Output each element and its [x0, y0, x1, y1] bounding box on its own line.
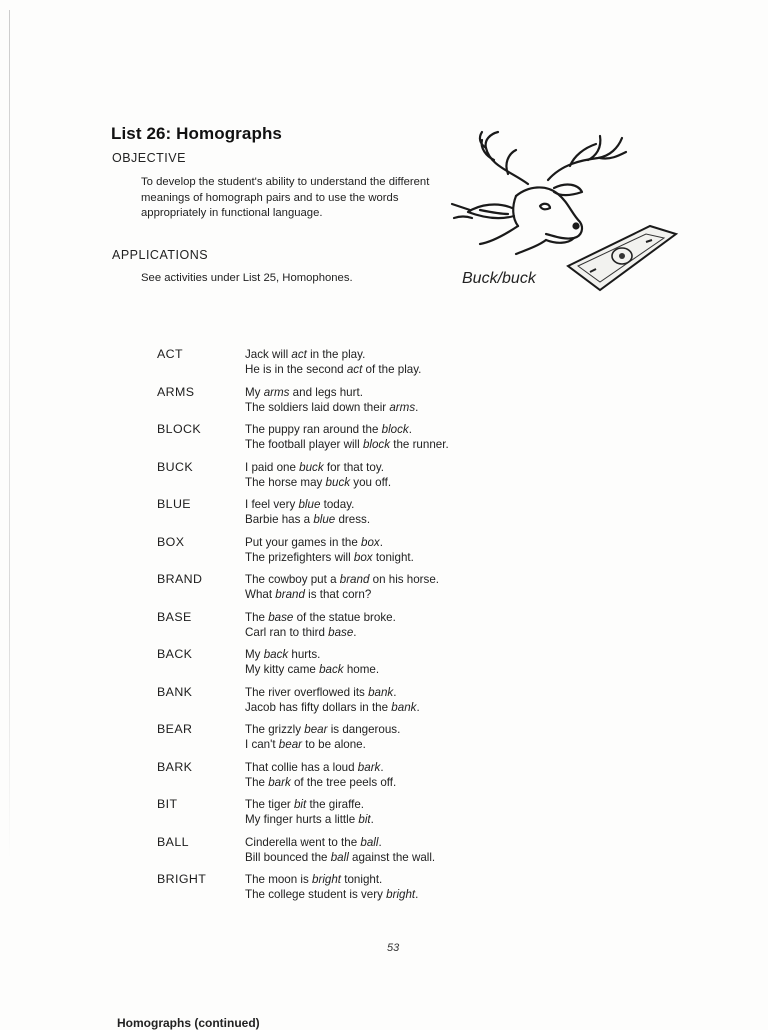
homograph-entry — [0, 569, 768, 607]
homograph-word: BALL — [157, 834, 189, 849]
homograph-word: ACT — [157, 347, 183, 361]
homograph-word: BLUE — [157, 497, 191, 511]
homograph-word: BASE — [157, 609, 192, 624]
example-sentence: The base of the statue broke. — [245, 610, 396, 624]
example-sentence: The tiger bit the giraffe. — [245, 798, 365, 811]
homograph-entry — [0, 532, 768, 570]
example-sentence: I feel very blue today. — [245, 498, 355, 511]
applications-heading: APPLICATIONS — [112, 248, 209, 262]
example-sentence: The football player will block the runner. — [245, 438, 449, 452]
example-sentence: My arms and legs hurt. — [245, 385, 363, 399]
example-sentence: The college student is very bright. — [245, 888, 419, 902]
homograph-word: BIT — [157, 797, 178, 811]
homograph-entry — [0, 757, 768, 795]
homograph-entry — [0, 419, 768, 457]
applications-text: See activities under List 25, Homophones. — [141, 272, 353, 284]
homograph-word: BANK — [157, 684, 193, 699]
example-sentence: I can't bear to be alone. — [245, 738, 366, 752]
example-sentence: The prizefighters will box tonight. — [245, 550, 414, 564]
buck-illustration — [450, 126, 680, 294]
example-sentence: I paid one buck for that toy. — [245, 460, 385, 474]
homograph-word: BLOCK — [157, 422, 202, 436]
example-sentence: The grizzly bear is dangerous. — [245, 723, 401, 736]
example-sentence: The moon is bright tonight. — [245, 873, 383, 886]
homograph-word: BACK — [157, 647, 193, 661]
example-sentence: Cinderella went to the ball. — [245, 835, 382, 849]
example-sentence: Put your games in the box. — [245, 535, 383, 549]
example-sentence: The horse may buck you off. — [245, 475, 392, 489]
example-sentence: That collie has a loud bark. — [245, 760, 384, 774]
page-title: List 26: Homographs — [111, 124, 282, 143]
page-number: 53 — [387, 942, 400, 954]
example-sentence: The cowboy put a brand on his horse. — [245, 573, 440, 586]
homograph-entry — [0, 794, 768, 832]
homograph-word: BEAR — [157, 722, 193, 736]
example-sentence: The bark of the tree peels off. — [245, 775, 397, 789]
homograph-word: BUCK — [157, 459, 194, 474]
homograph-entry — [0, 869, 768, 907]
dollar-bill-icon — [568, 226, 676, 290]
homograph-entry — [0, 682, 768, 720]
homograph-word: ARMS — [157, 384, 195, 399]
homograph-list — [0, 344, 768, 907]
example-sentence: Barbie has a blue dress. — [245, 513, 371, 527]
example-sentence: What brand is that corn? — [245, 588, 372, 602]
homograph-entry — [0, 607, 768, 645]
homograph-word: BRAND — [157, 572, 203, 586]
homograph-entry — [0, 832, 768, 870]
example-sentence: Carl ran to third base. — [245, 625, 357, 639]
homograph-word: BRIGHT — [157, 872, 207, 886]
objective-heading: OBJECTIVE — [112, 151, 186, 165]
homograph-entry — [0, 344, 768, 382]
example-sentence: My back hurts. — [245, 648, 321, 661]
illustration-caption: Buck/buck — [462, 270, 536, 287]
deer-head-icon — [450, 126, 680, 294]
example-sentence: My kitty came back home. — [245, 663, 380, 677]
homograph-entry — [0, 719, 768, 757]
example-sentence: He is in the second act of the play. — [245, 363, 422, 377]
next-page-heading: Homographs (continued) — [117, 1016, 260, 1030]
example-sentence: My finger hurts a little bit. — [245, 813, 374, 827]
homograph-word: BOX — [157, 534, 185, 549]
homograph-entry — [0, 457, 768, 495]
homograph-entry — [0, 494, 768, 532]
homograph-entry — [0, 644, 768, 682]
example-sentence: The puppy ran around the block. — [245, 423, 412, 436]
objective-text: To develop the student's ability to understand the different meanings of homograph pairs and to use the words appropriately in functional language. — [141, 176, 430, 219]
example-sentence: Jack will act in the play. — [245, 348, 366, 361]
example-sentence: Bill bounced the ball against the wall. — [245, 850, 436, 864]
example-sentence: The soldiers laid down their arms. — [245, 400, 419, 414]
example-sentence: Jacob has fifty dollars in the bank. — [245, 700, 420, 714]
homograph-entry — [0, 382, 768, 420]
homograph-word: BARK — [157, 759, 193, 774]
example-sentence: The river overflowed its bank. — [245, 685, 397, 699]
